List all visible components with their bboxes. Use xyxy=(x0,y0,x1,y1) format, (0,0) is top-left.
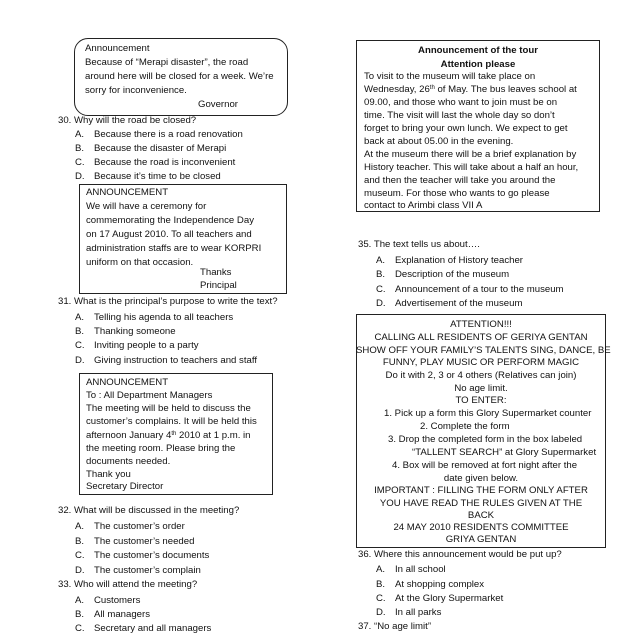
talent-line: CALLING ALL RESIDENTS OF GERIYA GENTAN xyxy=(374,332,588,343)
option-31-b[interactable]: B. Thanking someone xyxy=(75,326,176,337)
talent-line: date given below. xyxy=(443,473,519,484)
tour-line: back at about 05.00 in the evening. xyxy=(364,136,514,147)
option-35-b[interactable]: B. Description of the museum xyxy=(376,269,510,280)
tour-subtitle: Attention please xyxy=(440,59,516,70)
announcement-line: Because of “Merapi disaster”, the road xyxy=(85,57,249,68)
tour-line: contact to Arimbi class VII A xyxy=(364,200,483,211)
announcement-line: documents needed. xyxy=(86,456,171,467)
tour-line: At the museum there will be a brief explanation by xyxy=(364,149,577,160)
question-36: 36. Where this announcement would be put up? xyxy=(358,549,562,560)
announcement-line: The meeting will be held to discuss the xyxy=(86,403,251,414)
option-31-c[interactable]: C. Inviting people to a party xyxy=(75,340,199,351)
announcement-heading: ANNOUNCEMENT xyxy=(86,377,169,388)
tour-line: 09.00, and those who want to join must be on xyxy=(364,97,558,108)
option-36-c[interactable]: C. At the Glory Supermarket xyxy=(376,593,504,604)
talent-line: TO ENTER: xyxy=(455,395,507,406)
question-37: 37. “No age limit” xyxy=(358,621,432,632)
option-32-b[interactable]: B. The customer’s needed xyxy=(75,536,195,547)
announcement-line: uniform on that occasion. xyxy=(86,257,194,268)
announcement-signature: Secretary Director xyxy=(86,481,164,492)
option-33-a[interactable]: A. Customers xyxy=(75,595,141,606)
option-32-a[interactable]: A. The customer’s order xyxy=(75,521,185,532)
announcement-line: the meeting room. Please bring the xyxy=(86,443,236,454)
talent-line: No age limit. xyxy=(454,383,508,394)
option-35-d[interactable]: D. Advertisement of the museum xyxy=(376,298,523,309)
option-33-b[interactable]: B. All managers xyxy=(75,609,150,620)
option-31-d[interactable]: D. Giving instruction to teachers and staff xyxy=(75,355,258,366)
talent-line: FUNNY, PLAY MUSIC OR PERFORM MAGIC xyxy=(382,357,580,368)
tour-line: forget to bring your own lunch. We expect to get xyxy=(364,123,568,134)
option-30-d[interactable]: D. Because it’s time to be closed xyxy=(75,171,221,182)
question-31: 31. What is the principal’s purpose to write the text? xyxy=(58,296,278,307)
option-32-c[interactable]: C. The customer’s documents xyxy=(75,550,210,561)
talent-line: IMPORTANT : FILLING THE FORM ONLY AFTER xyxy=(374,485,588,496)
question-33: 33. Who will attend the meeting? xyxy=(58,579,198,590)
question-35: 35. The text tells us about…. xyxy=(358,239,480,250)
tour-line: and then the teacher will take you around the xyxy=(364,175,556,186)
talent-line: SHOW OFF YOUR FAMILY’S TALENTS SING, DANCE, BE xyxy=(356,345,611,356)
talent-line: Do it with 2, 3 or 4 others (Relatives can join) xyxy=(385,370,577,381)
talent-step-1: 1. Pick up a form this Glory Supermarket counter xyxy=(384,408,592,419)
announcement-heading: Announcement xyxy=(85,43,150,54)
talent-line: 24 MAY 2010 RESIDENTS COMMITTEE xyxy=(393,522,569,533)
tour-line: History teacher. This will take about a half an hour, xyxy=(364,162,579,173)
announcement-line: administration staffs are to wear KORPRI xyxy=(86,243,262,254)
talent-step-4: 4. Box will be removed at fort night after the xyxy=(392,460,578,471)
announcement-line: customer’s complains. It will be held this xyxy=(86,416,257,427)
tour-line: To visit to the museum will take place on xyxy=(364,71,536,82)
option-36-a[interactable]: A. In all school xyxy=(376,564,446,575)
announcement-line: afternoon January 4th 2010 at 1 p.m. in xyxy=(86,430,251,441)
option-35-a[interactable]: A. Explanation of History teacher xyxy=(376,255,523,266)
announcement-signature: Governor xyxy=(198,99,238,110)
option-36-d[interactable]: D. In all parks xyxy=(376,607,442,618)
announcement-line: To : All Department Managers xyxy=(86,390,213,401)
announcement-closing: Thanks xyxy=(200,267,232,278)
talent-line: BACK xyxy=(467,510,495,521)
question-30: 30. Why will the road be closed? xyxy=(58,115,197,126)
tour-line: time. The visit will last the whole day so don’t xyxy=(364,110,555,121)
announcement-signature: Principal xyxy=(200,280,237,291)
talent-step-3: 3. Drop the completed form in the box labeled xyxy=(388,434,583,445)
announcement-line: commemorating the Independence Day xyxy=(86,215,254,226)
option-31-a[interactable]: A. Telling his agenda to all teachers xyxy=(75,312,234,323)
talent-line: YOU HAVE READ THE RULES GIVEN AT THE xyxy=(379,498,583,509)
option-36-b[interactable]: B. At shopping complex xyxy=(376,579,485,590)
tour-line: museum. For those who wants to go please xyxy=(364,188,550,199)
announcement-closing: Thank you xyxy=(86,469,131,480)
talent-line: GRIYA GENTAN xyxy=(445,534,517,545)
option-30-c[interactable]: C. Because the road is inconvenient xyxy=(75,157,236,168)
talent-line: “TALLENT SEARCH” at Glory Supermarket xyxy=(412,447,597,458)
announcement-line: on 17 August 2010. To all teachers and xyxy=(86,229,252,240)
talent-line: ATTENTION!!! xyxy=(450,319,512,330)
announcement-line: We will have a ceremony for xyxy=(86,201,207,212)
tour-title: Announcement of the tour xyxy=(418,45,538,56)
tour-line: Wednesday, 26th of May. The bus leaves school at xyxy=(364,84,577,95)
announcement-line: around here will be closed for a week. We’re xyxy=(85,71,274,82)
option-35-c[interactable]: C. Announcement of a tour to the museum xyxy=(376,284,564,295)
option-30-a[interactable]: A. Because there is a road renovation xyxy=(75,129,243,140)
option-32-d[interactable]: D. The customer’s complain xyxy=(75,565,201,576)
talent-step-2: 2. Complete the form xyxy=(420,421,510,432)
announcement-line: sorry for inconvenience. xyxy=(85,85,187,96)
question-32: 32. What will be discussed in the meeting? xyxy=(58,505,240,516)
option-30-b[interactable]: B. Because the disaster of Merapi xyxy=(75,143,227,154)
option-33-c[interactable]: C. Secretary and all managers xyxy=(75,623,212,634)
announcement-heading: ANNOUNCEMENT xyxy=(86,187,169,198)
